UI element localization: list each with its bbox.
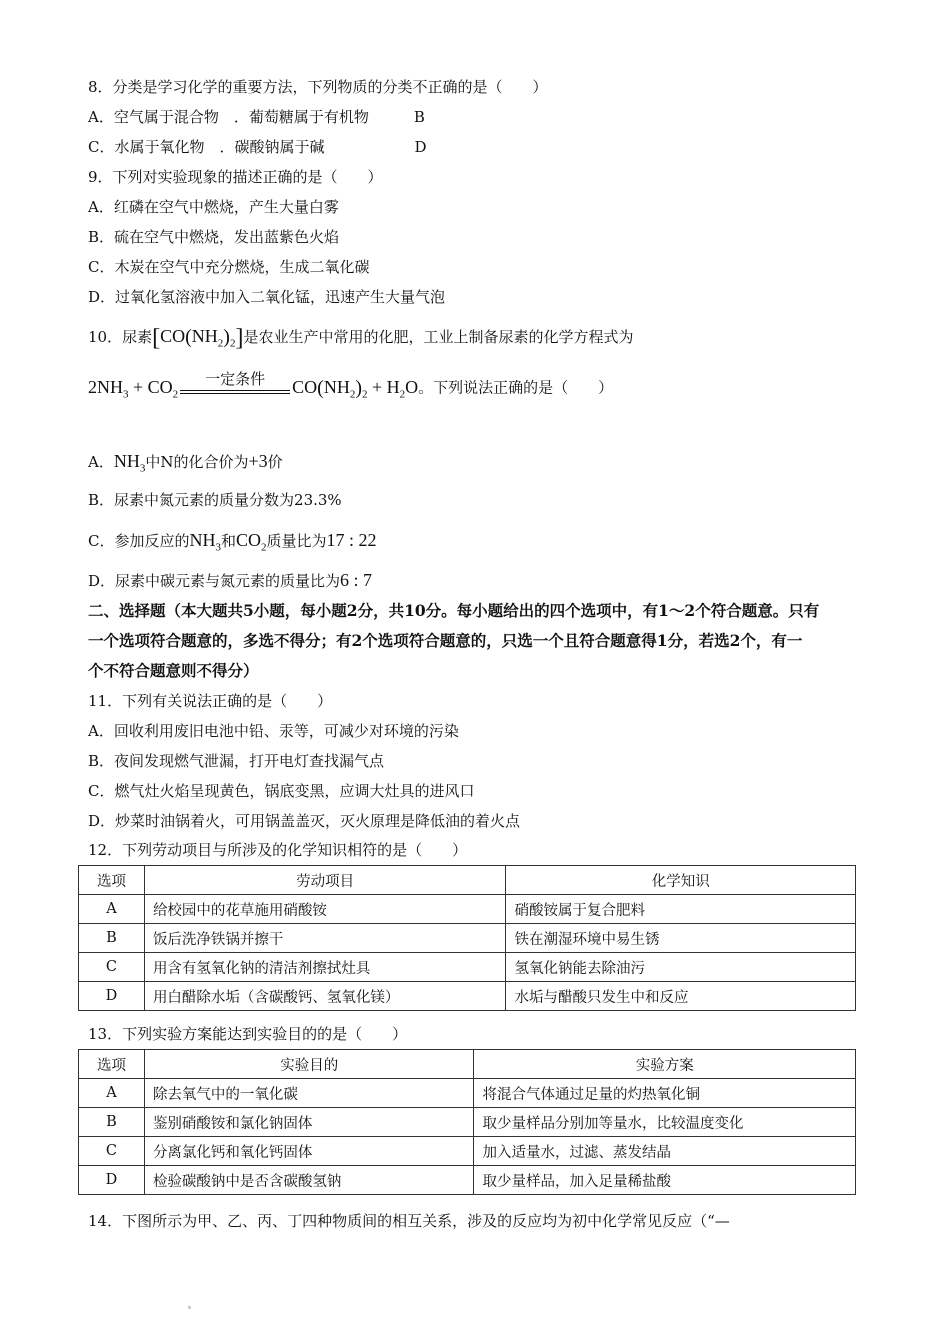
table-cell: D: [79, 1166, 145, 1195]
section2-header-line1: 二、选择题（本大题共5小题，每小题2分，共10分。每小题给出的四个选项中，有1～2个符合题意。只有: [88, 601, 820, 620]
q14-stem: 14．下图所示为甲、乙、丙、丁四种物质间的相互关系，涉及的反应均为初中化学常见反应（“—: [88, 1212, 730, 1230]
table-cell: A: [79, 895, 145, 924]
header-cell: 化学知识: [506, 866, 856, 895]
table-cell: 取少量样品，加入足量稀盐酸: [474, 1166, 856, 1195]
header-cell: 选项: [79, 1050, 145, 1079]
q12-stem: 12．下列劳动项目与所涉及的化学知识相符的是（ ）: [88, 841, 468, 859]
reaction-arrow: [180, 368, 290, 408]
q11-option-d: D．炒菜时油锅着火，可用锅盖盖灭，灭火原理是降低油的着火点: [88, 812, 521, 830]
table-row: [79, 982, 856, 1011]
table-cell: 分离氯化钙和氧化钙固体: [144, 1137, 474, 1166]
q10-option-a: A．$NH_3$中N的化合价为+3价: [88, 451, 283, 475]
q11-stem: 11．下列有关说法正确的是（ ）: [88, 692, 333, 710]
table-row: [79, 953, 856, 982]
table-cell: 氢氧化钠能去除油污: [506, 953, 856, 982]
q10-equation: [88, 368, 613, 418]
section2-header-line2: 一个选项符合题意的，多选不得分；有2个选项符合题意的，只选一个且符合题意得1分，若选2个，有一: [88, 631, 803, 650]
q9-option-d: D．过氧化氢溶液中加入二氧化锰，迅速产生大量气泡: [88, 288, 446, 306]
q10-question-text: 。下列说法正确的是（ ）: [418, 378, 614, 397]
table-cell: 鉴别硝酸铵和氯化钠固体: [144, 1108, 474, 1137]
table-row: [79, 1108, 856, 1137]
urea-formula: $[CO(NH_2)_2]$: [152, 325, 244, 351]
table-cell: 用白醋除水垢（含碳酸钙、氢氧化镁）: [144, 982, 506, 1011]
equation-reactants: $2NH_3 + CO_2$: [88, 376, 179, 401]
table-cell: D: [79, 982, 145, 1011]
q8-stem: 8．分类是学习化学的重要方法，下列物质的分类不正确的是（ ）: [88, 78, 548, 96]
table-cell: C: [79, 1137, 145, 1166]
table-cell: 检验碳酸钠中是否含碳酸氢钠: [144, 1166, 474, 1195]
table-cell: 硝酸铵属于复合肥料: [506, 895, 856, 924]
table-cell: 给校园中的花草施用硝酸铵: [144, 895, 506, 924]
table-cell: B: [79, 924, 145, 953]
q9-option-a: A．红磷在空气中燃烧，产生大量白雾: [88, 198, 339, 216]
q8-options-cd: C．水属于氧化物 ．碳酸钠属于碱 D: [88, 138, 427, 156]
table-cell: C: [79, 953, 145, 982]
table-cell: 将混合气体通过足量的灼热氧化铜: [474, 1079, 856, 1108]
q9-stem: 9．下列对实验现象的描述正确的是（ ）: [88, 168, 383, 186]
table-cell: 铁在潮湿环境中易生锈: [506, 924, 856, 953]
q10-number: 10．尿素: [88, 328, 153, 346]
scan-dot: [188, 1306, 191, 1309]
table-row: [79, 1166, 856, 1195]
header-cell: 选项: [79, 866, 145, 895]
q13-stem: 13．下列实验方案能达到实验目的的是（ ）: [88, 1025, 408, 1043]
q11-option-a: A．回收利用废旧电池中铅、汞等，可减少对环境的污染: [88, 722, 459, 740]
table-row: [79, 1137, 856, 1166]
header-cell: 劳动项目: [144, 866, 506, 895]
table-cell: B: [79, 1108, 145, 1137]
q11-option-b: B．夜间发现燃气泄漏，打开电灯查找漏气点: [88, 752, 385, 770]
table-cell: 加入适量水，过滤、蒸发结晶: [474, 1137, 856, 1166]
table-cell: 饭后洗净铁锅并擦干: [144, 924, 506, 953]
table-cell: 水垢与醋酸只发生中和反应: [506, 982, 856, 1011]
q10-option-d: D．尿素中碳元素与氮元素的质量比为6 : 7: [88, 570, 373, 590]
q8-options-ab: A．空气属于混合物 ．葡萄糖属于有机物 B: [88, 108, 425, 126]
table-row: [79, 1079, 856, 1108]
header-cell: 实验目的: [144, 1050, 474, 1079]
table-header-row: [79, 1050, 856, 1079]
q13-table: [78, 1049, 856, 1195]
q12-table: [78, 865, 856, 1011]
table-row: [79, 924, 856, 953]
q9-option-c: C．木炭在空气中充分燃烧，生成二氧化碳: [88, 258, 370, 276]
table-cell: 用含有氢氧化钠的清洁剂擦拭灶具: [144, 953, 506, 982]
q10-stem-text: 是农业生产中常用的化肥，工业上制备尿素的化学方程式为: [243, 328, 634, 346]
section2-header-line3: 个不符合题意则不得分）: [88, 661, 259, 680]
table-cell: 取少量样品分别加等量水，比较温度变化: [474, 1108, 856, 1137]
q11-option-c: C．燃气灶火焰呈现黄色，锅底变黑，应调大灶具的进风口: [88, 782, 475, 800]
table-row: [79, 895, 856, 924]
q10-option-b: B．尿素中氮元素的质量分数为23.3%: [88, 491, 342, 509]
table-cell: A: [79, 1079, 145, 1108]
table-cell: 除去氧气中的一氧化碳: [144, 1079, 474, 1108]
equation-products: $CO(NH_2)_2 + H_2O$: [292, 376, 419, 401]
table-header-row: [79, 866, 856, 895]
q10-option-c: C．参加反应的$NH_3$和$CO_2$质量比为17 : 22: [88, 530, 377, 554]
reaction-condition: 一定条件: [205, 370, 266, 388]
q9-option-b: B．硫在空气中燃烧，发出蓝紫色火焰: [88, 228, 340, 246]
header-cell: 实验方案: [474, 1050, 856, 1079]
q10-stem: [88, 322, 633, 358]
